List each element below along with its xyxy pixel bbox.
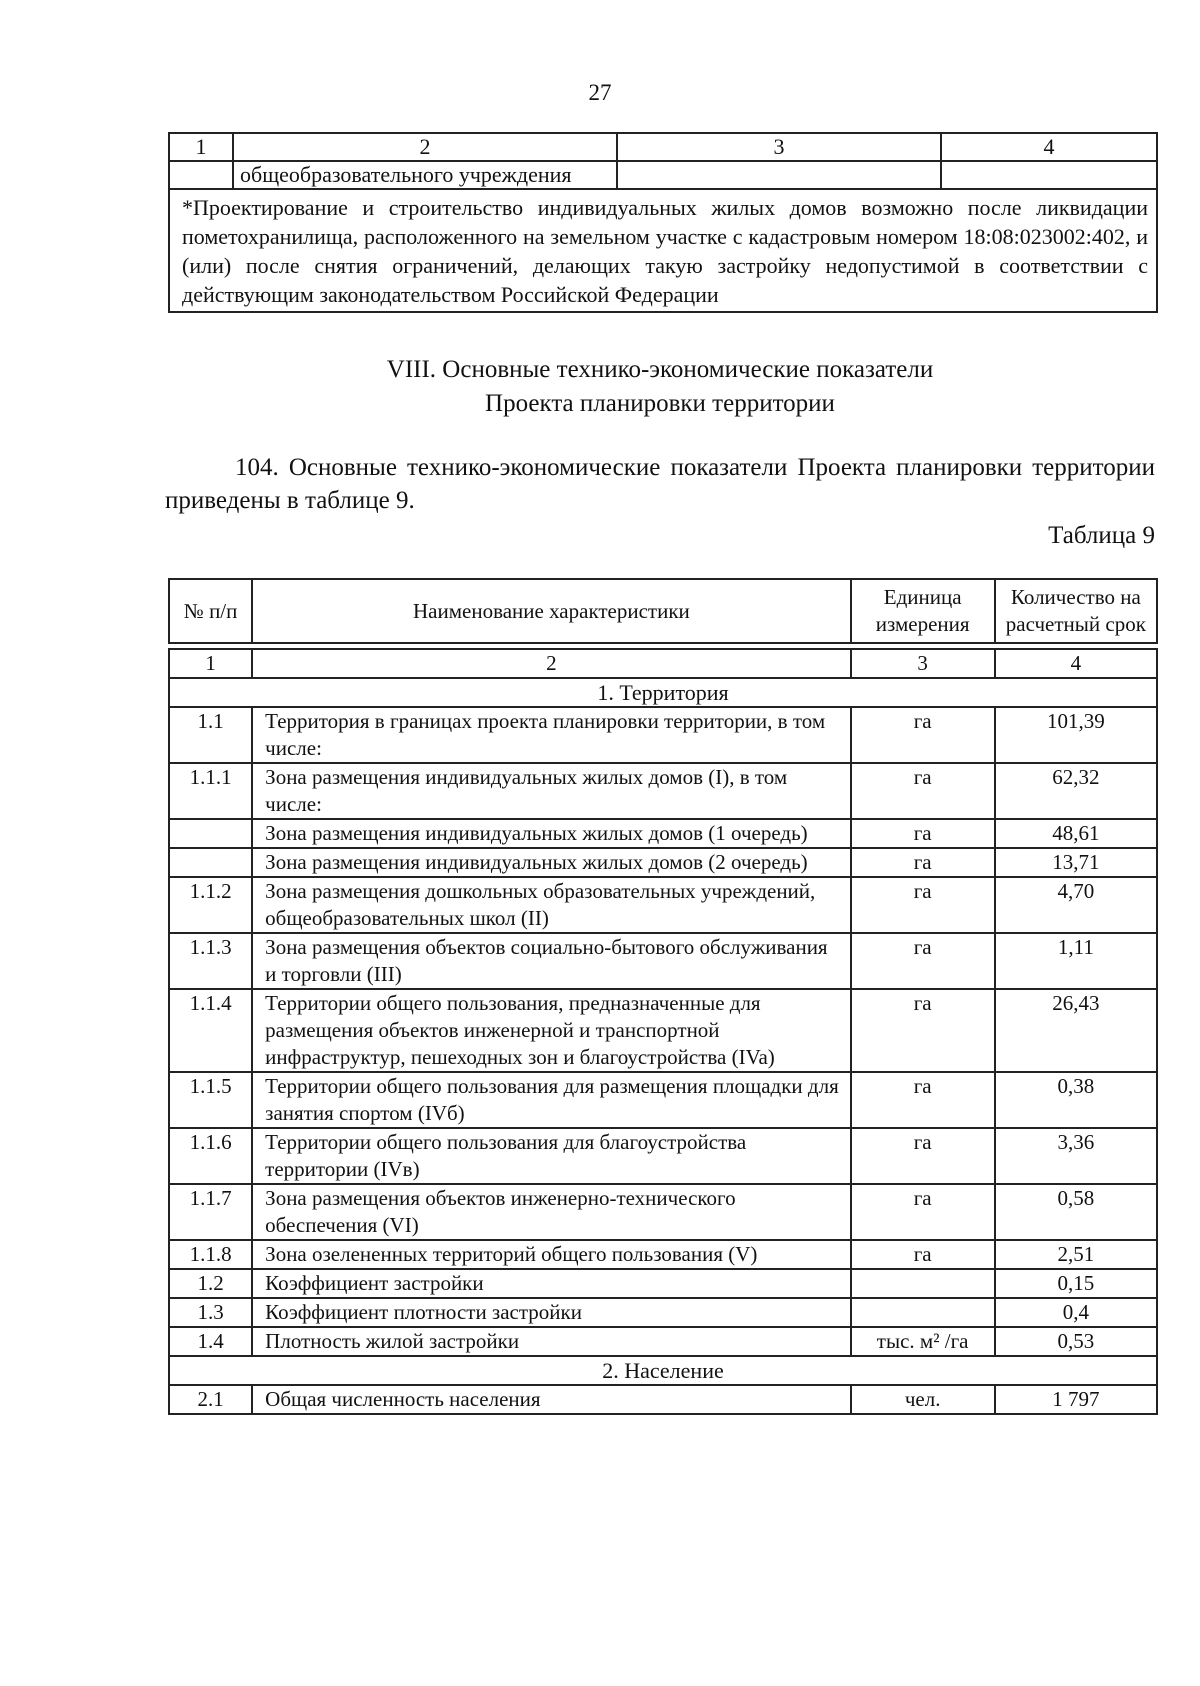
table-row <box>169 1184 1157 1240</box>
table-row <box>169 989 1157 1072</box>
header-num: № п/п <box>169 579 252 643</box>
col-number: 2 <box>252 649 850 678</box>
footnote-row <box>169 189 1157 312</box>
cell-num: 1.1.1 <box>169 763 252 819</box>
cell-qty: 0,38 <box>995 1072 1157 1128</box>
cell-qty: 0,58 <box>995 1184 1157 1240</box>
cell-name: Зона размещения дошкольных образовательных учреждений, общеобразовательных школ (II) <box>252 877 850 933</box>
table-row <box>169 1269 1157 1298</box>
table-row <box>169 1072 1157 1128</box>
table-row <box>169 1327 1157 1356</box>
cell-num: 1.1.5 <box>169 1072 252 1128</box>
cell-num: 1.1.8 <box>169 1240 252 1269</box>
continuation-table <box>168 132 1158 313</box>
cell-unit: га <box>851 848 995 877</box>
col-number: 1 <box>169 649 252 678</box>
cell-name: Зона озелененных территорий общего пользования (V) <box>252 1240 850 1269</box>
section-heading-line2: Проекта планировки территории <box>485 390 835 417</box>
cell-qty: 2,51 <box>995 1240 1157 1269</box>
cell-unit: га <box>851 989 995 1072</box>
cell-name: Зона размещения индивидуальных жилых домов (1 очередь) <box>252 819 850 848</box>
cell-name: Зона размещения индивидуальных жилых домов (I), в том числе: <box>252 763 850 819</box>
cell-qty: 0,15 <box>995 1269 1157 1298</box>
cell-unit: га <box>851 1128 995 1184</box>
table-row <box>169 848 1157 877</box>
table-row <box>169 1385 1157 1414</box>
indicators-table <box>168 578 1158 1415</box>
section-row-population <box>169 1356 1157 1385</box>
section-heading-line1: VIII. Основные технико-экономические показатели <box>386 356 934 383</box>
cell-num: 1.2 <box>169 1269 252 1298</box>
cell-unit: га <box>851 933 995 989</box>
cell-num <box>169 848 252 877</box>
header-name: Наименование характеристики <box>252 579 850 643</box>
cell-qty: 1,11 <box>995 933 1157 989</box>
cell-num: 1.1.7 <box>169 1184 252 1240</box>
cell-num: 1.1.4 <box>169 989 252 1072</box>
cell-unit: чел. <box>851 1385 995 1414</box>
cell-qty: 48,61 <box>995 819 1157 848</box>
cell-qty: 0,4 <box>995 1298 1157 1327</box>
column-number-row <box>169 133 1157 161</box>
table-row <box>169 1240 1157 1269</box>
cell-qty: 0,53 <box>995 1327 1157 1356</box>
section-title: 2. Население <box>169 1356 1157 1385</box>
col-number: 3 <box>617 133 941 161</box>
cell-unit: га <box>851 1184 995 1240</box>
cell-num: 2.1 <box>169 1385 252 1414</box>
cell-name: Территории общего пользования для благоустройства территории (IVв) <box>252 1128 850 1184</box>
population-rows <box>169 1385 1157 1414</box>
page-number: 27 <box>588 80 612 105</box>
cell-unit: га <box>851 877 995 933</box>
cell-name: Зона размещения объектов социально-бытового обслуживания и торговли (III) <box>252 933 850 989</box>
col-number: 2 <box>233 133 617 161</box>
cell-num: 1.4 <box>169 1327 252 1356</box>
section-row-territory <box>169 678 1157 707</box>
continued-row <box>169 161 1157 189</box>
cell-qty: 26,43 <box>995 989 1157 1072</box>
continued-cell: общеобразовательного учреждения <box>233 161 617 189</box>
cell-num: 1.1 <box>169 707 252 763</box>
territory-rows <box>169 707 1157 1356</box>
intro-paragraph-text: 104. Основные технико-экономические показатели Проекта планировки территории приведены в таблице 9. <box>165 454 1155 514</box>
cell-unit <box>851 1298 995 1327</box>
table-row <box>169 707 1157 763</box>
intro-paragraph <box>165 451 1155 517</box>
column-number-row <box>169 649 1157 678</box>
cell-qty: 1 797 <box>995 1385 1157 1414</box>
cell-name: Общая численность населения <box>252 1385 850 1414</box>
cell-qty: 101,39 <box>995 707 1157 763</box>
cell-num: 1.3 <box>169 1298 252 1327</box>
header-unit: Единица измерения <box>851 579 995 643</box>
col-number: 4 <box>941 133 1157 161</box>
cell-unit: га <box>851 763 995 819</box>
cell-name: Территории общего пользования, предназначенные для размещения объектов инженерной и транспортной инфраструктур, пешеходных зон и благоустройства (IVa) <box>252 989 850 1072</box>
header-row <box>169 579 1157 643</box>
col-number: 3 <box>851 649 995 678</box>
cell-unit: га <box>851 707 995 763</box>
table-caption: Таблица 9 <box>1048 522 1155 549</box>
cell-num: 1.1.2 <box>169 877 252 933</box>
cell-name: Коэффициент плотности застройки <box>252 1298 850 1327</box>
table-row <box>169 819 1157 848</box>
footnote: *Проектирование и строительство индивидуальных жилых домов возможно после ликвидации пометохранилища, расположенного на земельном участке с кадастровым номером 18:08:023002:402, и (или) после снятия ограничений, делающих такую застройку недопустимой в соответствии с действующим законодательством Российской Федерации <box>169 189 1157 312</box>
cell-qty: 3,36 <box>995 1128 1157 1184</box>
cell-qty: 4,70 <box>995 877 1157 933</box>
col-number: 4 <box>995 649 1157 678</box>
col-number: 1 <box>169 133 233 161</box>
cell-name: Территория в границах проекта планировки территории, в том числе: <box>252 707 850 763</box>
table-row <box>169 933 1157 989</box>
header-qty: Количество на расчетный срок <box>995 579 1157 643</box>
table-row <box>169 1128 1157 1184</box>
table-row <box>169 877 1157 933</box>
cell-name: Плотность жилой застройки <box>252 1327 850 1356</box>
section-title: 1. Территория <box>169 678 1157 707</box>
cell-name: Зона размещения объектов инженерно-технического обеспечения (VI) <box>252 1184 850 1240</box>
table-row <box>169 763 1157 819</box>
cell-name: Территории общего пользования для размещения площадки для занятия спортом (IVб) <box>252 1072 850 1128</box>
cell-unit: га <box>851 1240 995 1269</box>
cell-unit: га <box>851 1072 995 1128</box>
cell-num: 1.1.3 <box>169 933 252 989</box>
cell-unit: га <box>851 819 995 848</box>
cell-num <box>169 819 252 848</box>
cell-unit <box>851 1269 995 1298</box>
cell-qty: 62,32 <box>995 763 1157 819</box>
cell-unit: тыс. м² /га <box>851 1327 995 1356</box>
cell-name: Зона размещения индивидуальных жилых домов (2 очередь) <box>252 848 850 877</box>
table-row <box>169 1298 1157 1327</box>
cell-name: Коэффициент застройки <box>252 1269 850 1298</box>
cell-qty: 13,71 <box>995 848 1157 877</box>
cell-num: 1.1.6 <box>169 1128 252 1184</box>
